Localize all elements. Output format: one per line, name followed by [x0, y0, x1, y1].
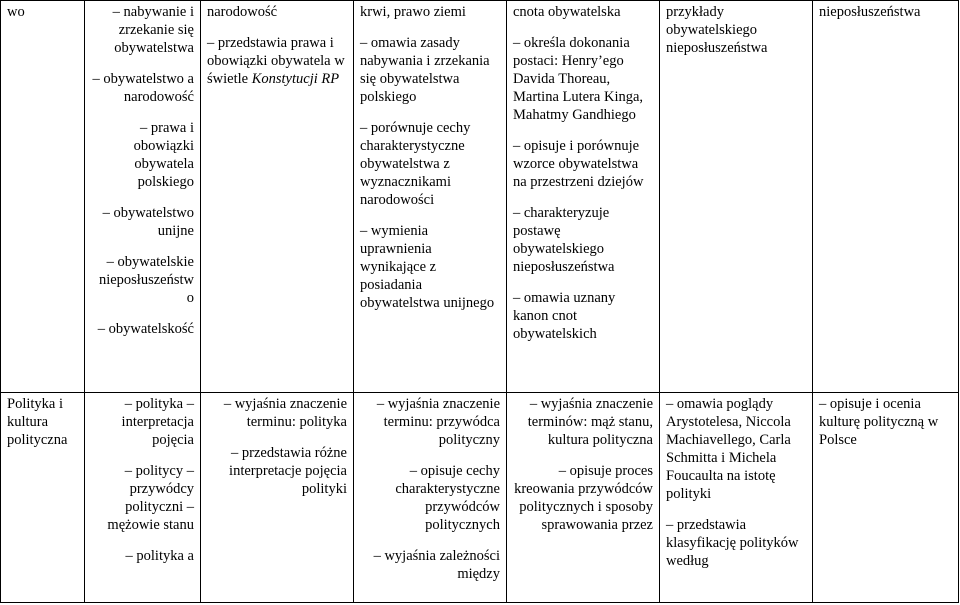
cell-head-text: krwi, prawo ziemi — [360, 4, 466, 20]
list-item: – obywatelskość — [91, 320, 194, 338]
list-item — [207, 34, 347, 88]
topic-cell — [1, 393, 85, 603]
list-item: – prawa i obowiązki obywatela polskiego — [91, 119, 194, 191]
list-item: – politycy – przywódcy polityczni – mężowie stanu — [91, 462, 194, 534]
cell-head-text: cnota obywatelska — [513, 4, 621, 20]
cell-head-text: przykłady obywatelskiego nieposłuszeństwa — [666, 4, 768, 56]
requirements-extended-cell — [354, 393, 507, 603]
list-item: – przedstawia różne interpretacje pojęcia polityki — [207, 444, 347, 498]
list-item: – obywatelstwo unijne — [91, 204, 194, 240]
topic-label: wo — [7, 4, 25, 20]
content-cell — [85, 1, 201, 393]
list-item: – wyjaśnia znaczenie terminu: przywódca polityczny — [360, 395, 500, 449]
cell-head-text: narodowość — [207, 4, 278, 20]
list-item: – przedstawia klasyfikację polityków według — [666, 516, 806, 570]
list-item: – wyjaśnia znaczenie terminów: mąż stanu, kultura polityczna — [513, 395, 653, 449]
list-item: – nabywanie i zrzekanie się obywatelstwa — [91, 3, 194, 57]
list-item: – charakteryzuje postawę obywatelskiego nieposłuszeństwa — [513, 204, 653, 276]
topic-label: Polityka i kultura polityczna — [7, 396, 68, 448]
table-row — [1, 1, 959, 393]
list-item: – omawia zasady nabywania i zrzekania się obywatelstwa polskiego — [360, 34, 500, 106]
list-item: – polityka – interpretacja pojęcia — [91, 395, 194, 449]
requirements-advanced-cell — [507, 393, 660, 603]
list-item: – obywatelstwo a narodowość — [91, 70, 194, 106]
requirements-excellent-cell — [813, 1, 959, 393]
list-item: – polityka a — [91, 547, 194, 565]
requirements-full-cell — [660, 393, 813, 603]
list-item: – opisuje i ocenia kulturę polityczną w Polsce — [819, 395, 952, 449]
requirements-extended-cell — [354, 1, 507, 393]
list-item: – omawia poglądy Arystotelesa, Niccola Machiavellego, Carla Schmitta i Michela Foucaulta na istotę polityki — [666, 395, 806, 503]
requirements-basic-cell — [201, 1, 354, 393]
content-cell — [85, 393, 201, 603]
list-item-text: przedstawia prawa i obowiązki obywatela w świetle — [207, 35, 345, 87]
topic-cell — [1, 1, 85, 393]
requirements-full-cell — [660, 1, 813, 393]
list-item: – opisuje i porównuje wzorce obywatelstwa na przestrzeni dziejów — [513, 137, 653, 191]
requirements-basic-cell — [201, 393, 354, 603]
requirements-advanced-cell — [507, 1, 660, 393]
table-row — [1, 393, 959, 603]
list-item: – określa dokonania postaci: Henry’ego Davida Thoreau, Martina Lutera Kinga, Mahatmy Gandhiego — [513, 34, 653, 124]
list-item: – wyjaśnia zależności między — [360, 547, 500, 583]
list-item: – porównuje cechy charakterystyczne obywatelstwa z wyznacznikami narodowości — [360, 119, 500, 209]
requirements-excellent-cell — [813, 393, 959, 603]
cell-head-text: nieposłuszeństwa — [819, 4, 921, 20]
list-item: – omawia uznany kanon cnot obywatelskich — [513, 289, 653, 343]
list-item-emphasis: Konstytucji RP — [251, 71, 340, 87]
list-item: – wyjaśnia znaczenie terminu: polityka — [207, 395, 347, 431]
list-item: – wymienia uprawnienia wynikające z posiadania obywatelstwa unijnego — [360, 222, 500, 312]
list-item: – opisuje cechy charakterystyczne przywódców politycznych — [360, 462, 500, 534]
list-item: – opisuje proces kreowania przywódców politycznych i sposoby sprawowania przez — [513, 462, 653, 534]
list-item: – obywatelskie nieposłuszeństw o — [91, 253, 194, 307]
